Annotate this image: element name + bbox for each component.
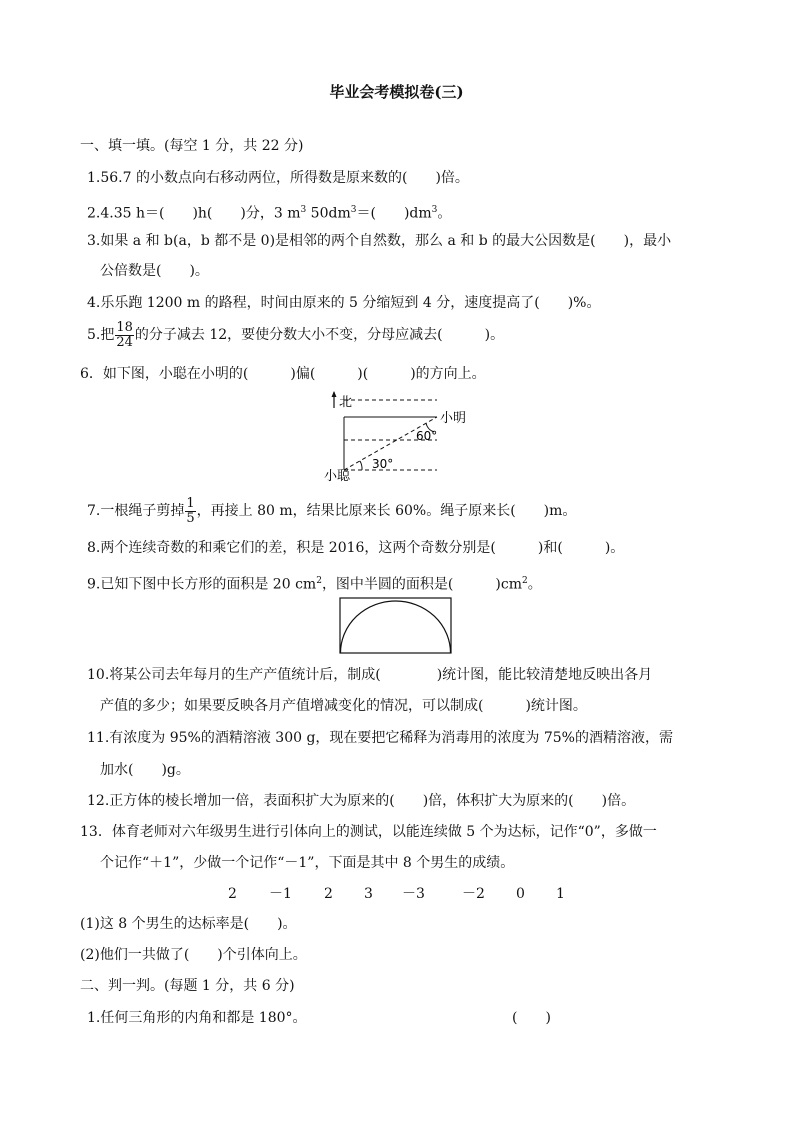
section2-heading: 二、判一判。(每题 1 分，共 6 分): [80, 978, 295, 994]
question-11-line1: 11.有浓度为 95%的酒精溶液 300 g，现在要把它稀释为消毒用的浓度为 75%的酒精溶液，需: [87, 730, 673, 746]
question-10-line1: 10.将某公司去年每月的生产产值统计后，制成( )统计图，能比较清楚地反映出各月: [87, 667, 653, 683]
score-item: －3: [402, 886, 425, 902]
question-13-part1: (1)这 8 个男生的达标率是( )。: [80, 916, 297, 932]
q9-part-a: 9.已知下图中长方形的面积是 20 cm: [87, 576, 317, 593]
q2-sup-1: 3: [300, 205, 307, 215]
rectangle-semicircle-figure: [339, 597, 453, 655]
question-4: 4.乐乐跑 1200 m 的路程，时间由原来的 5 分缩短到 4 分，速度提高了( )%。: [87, 295, 601, 311]
question-13-line2: 个记作“＋1”，少做一个记作“－1”，下面是其中 8 个男生的成绩。: [100, 855, 515, 871]
score-item: 2: [324, 886, 333, 902]
xiaocong-label: 小聪: [324, 469, 351, 482]
north-label: 北: [339, 395, 353, 410]
question-9: [87, 571, 542, 595]
q7-fraction: [185, 497, 195, 526]
question-7: [87, 494, 576, 528]
q5-post: 的分子减去 12，要使分数大小不变，分母应减去( )。: [134, 327, 505, 343]
angle-60-label: 60°: [416, 429, 438, 443]
q7-post: ，再接上 80 m，结果比原来长 60%。绳子原来长( )m。: [196, 503, 577, 519]
question-6: 6．如下图，小聪在小明的( )偏( )( )的方向上。: [80, 366, 486, 382]
question-10-line2: 产值的多少；如果要反映各月产值增减变化的情况，可以制成( )统计图。: [100, 698, 587, 714]
score-item: 3: [364, 886, 373, 902]
q2-sup-3: 3: [431, 205, 438, 215]
question-11-line2: 加水( )g。: [100, 762, 190, 778]
direction-diagram: [322, 390, 502, 482]
angle-arc-30: [360, 461, 362, 470]
rectangle-outline: [340, 598, 451, 653]
xiaoming-label: 小明: [440, 411, 467, 426]
question-8: 8.两个连续奇数的和乘它们的差，积是 2016，这两个奇数分别是( )和( )。: [87, 540, 625, 556]
question-3-line1: 3.如果 a 和 b(a，b 都不是 0)是相邻的两个自然数，那么 a 和 b 的最大公因数是( )，最小: [87, 233, 672, 249]
score-item: －1: [269, 886, 292, 902]
score-item: 0: [516, 886, 525, 902]
judge-answer-paren: ( ): [512, 1010, 551, 1026]
q7-denominator: 5: [186, 510, 195, 526]
question-1: 1.56.7 的小数点向右移动两位，所得数是原来数的( )倍。: [87, 170, 469, 186]
q2-part-c: ＝( )dm: [356, 205, 432, 222]
q9-part-c: 。: [527, 576, 542, 593]
angle-30-label: 30°: [372, 457, 394, 471]
q2-part-a: 2.4.35 h＝( )h( )分，3 m: [87, 205, 301, 222]
judge-question-1: 1.任何三角形的内角和都是 180°。: [87, 1010, 307, 1026]
q2-part-d: 。: [437, 205, 452, 222]
q5-numerator: 18: [116, 319, 133, 335]
q9-part-b: ，图中半圆的面积是( )cm: [321, 576, 522, 593]
q5-fraction: [115, 321, 134, 350]
page-title: 毕业会考模拟卷(三): [329, 83, 464, 101]
q9-sup-2: 2: [521, 576, 528, 586]
score-item: 1: [556, 886, 565, 902]
q2-part-b: 50dm: [306, 205, 351, 222]
question-12: 12.正方体的棱长增加一倍，表面积扩大为原来的( )倍，体积扩大为原来的( )倍。: [87, 793, 636, 809]
score-item: －2: [462, 886, 485, 902]
q9-sup-1: 2: [316, 576, 322, 586]
q7-pre: 7.一根绳子剪掉: [87, 503, 185, 519]
question-2: [87, 200, 451, 224]
question-13-line1: 13．体育老师对六年级男生进行引体向上的测试，以能连续做 5 个为达标，记作“0”，多做一: [80, 824, 657, 840]
q7-numerator: 1: [186, 495, 195, 511]
semicircle-arc: [341, 601, 451, 653]
q5-denominator: 24: [116, 334, 133, 350]
north-arrow-head: [332, 391, 337, 397]
question-5: [87, 320, 504, 350]
q2-sup-2: 3: [350, 205, 357, 215]
question-3-line2: 公倍数是( )。: [100, 263, 209, 279]
score-item: 2: [228, 886, 237, 902]
question-13-part2: (2)他们一共做了( )个引体向上。: [80, 947, 307, 963]
section1-heading: 一、填一填。(每空 1 分，共 22 分): [80, 138, 304, 154]
q5-pre: 5.把: [87, 327, 115, 343]
